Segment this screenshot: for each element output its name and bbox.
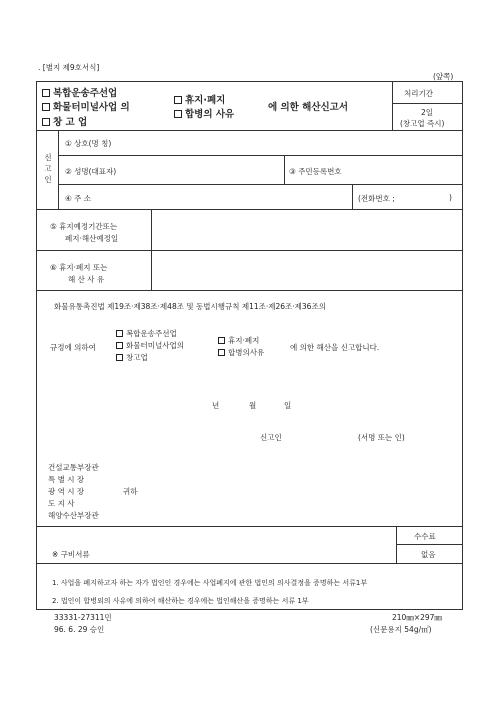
date-year-label: 년 [212, 401, 220, 410]
title-bottom [36, 130, 463, 131]
schedule-label-line1: ⑤ 휴지예정기간또는 [50, 222, 118, 231]
phone-label: (전화번호 ; [358, 194, 395, 203]
processing-value: 2일 [421, 108, 434, 117]
form-number: . [별지 제9호서식] [38, 63, 100, 72]
addressee-governor: 도 지 사 [48, 499, 75, 508]
addressee-maritime: 해양수산부장관 [48, 511, 99, 520]
outer-left-border [36, 81, 37, 610]
resident-number-label: ③ 주민등록번호 [289, 167, 342, 176]
page-side-label: (앞쪽) [433, 72, 454, 81]
outer-top-border [36, 81, 463, 82]
approval-date: 96. 6. 29 승인 [54, 625, 105, 634]
representative-name-label: ② 성명(대표자) [65, 167, 117, 176]
id-divider [284, 155, 285, 184]
paper-type: (신문용지 54g/㎡) [370, 625, 432, 634]
outer-bottom-border [36, 609, 463, 610]
body-checkbox-merger[interactable] [218, 349, 225, 356]
title-option-merger: 합병의 사유 [174, 106, 234, 120]
body-option-freight-forwarding: 복합운송주선업 [116, 328, 177, 339]
applicant-row1-bottom [58, 155, 463, 156]
fee-value: 없음 [421, 550, 436, 559]
reporter-label: 신고인 [260, 433, 282, 442]
address-label: ④ 주 소 [65, 194, 91, 203]
form-code: 33331-27311민 [54, 613, 112, 622]
addressee-metro-city: 광 역 시 장 [48, 487, 85, 496]
phone-close: ) [449, 193, 452, 202]
addressee-honorific: 귀하 [123, 487, 138, 496]
processing-divider [392, 103, 463, 104]
checkbox-suspension[interactable] [174, 96, 182, 104]
body-option-merger: 합병의사유 [218, 347, 264, 358]
schedule-label-line2: 폐지·해산예정일 [65, 234, 119, 243]
date-day-label: 일 [284, 401, 292, 410]
required-doc-2: 2. 법인이 합병외의 사유에 의하여 해산하는 경우에는 법인해산을 증명하는 서류 1부 [52, 597, 309, 605]
fee-divider [396, 526, 397, 564]
field6-bottom [36, 290, 463, 291]
title-option-freight-forwarding: 복합운송주선업 [42, 85, 117, 99]
regulation-prefix: 규정에 의하여 [50, 343, 96, 352]
applicant-section-label: 신고인 [44, 153, 52, 184]
body-option-suspension: 휴지·폐지 [218, 335, 259, 346]
processing-label: 처리기간 [404, 89, 433, 98]
business-name-label: ① 상호(명 칭) [65, 139, 112, 148]
checkbox-freight-terminal[interactable] [42, 103, 50, 111]
title-option-warehouse: 창 고 업 [42, 114, 87, 128]
body-option-warehouse: 창고업 [116, 352, 148, 363]
docs-top [36, 526, 463, 527]
title-option-suspension: 휴지·폐지 [174, 92, 225, 106]
reason-label-line2: 해 산 사 유 [68, 275, 105, 284]
field5-bottom [36, 250, 463, 251]
fee-mid [396, 544, 463, 545]
body-checkbox-freight-forwarding[interactable] [116, 330, 123, 337]
addressee-special-city: 특 별 시 장 [48, 475, 85, 484]
title-divider [392, 81, 393, 131]
applicant-bottom [36, 209, 463, 210]
required-doc-1: 1. 사업을 폐지하고자 하는 자가 법인인 경우에는 사업폐지에 관한 법인의 의사결정을 증명하는 서류1부 [52, 579, 368, 587]
title-option-freight-terminal: 화물터미널사업 의 [42, 99, 130, 113]
applicant-row2-bottom [58, 184, 463, 185]
checkbox-merger[interactable] [174, 110, 182, 118]
body-checkbox-freight-terminal[interactable] [116, 342, 123, 349]
docs-bottom [36, 563, 463, 564]
phone-divider [352, 184, 353, 209]
addressee-construction: 건설교통부장관 [48, 463, 99, 472]
checkbox-warehouse[interactable] [42, 118, 50, 126]
fee-label: 수수료 [414, 532, 436, 541]
processing-note: (창고업 즉시) [400, 119, 445, 128]
form-title-suffix: 에 의한 해산신고서 [268, 102, 349, 113]
reason-label-line1: ⑥ 휴지·폐지 또는 [50, 263, 108, 272]
required-docs-label: ※ 구비서류 [52, 550, 90, 559]
checkbox-freight-forwarding[interactable] [42, 89, 50, 97]
body-checkbox-suspension[interactable] [218, 337, 225, 344]
applicant-label-divider [58, 130, 59, 209]
body-option-freight-terminal: 화물터미널사업의 [116, 340, 184, 351]
law-text: 화물유통촉진법 제19조·제38조·제48조 및 동법시행규칙 제11조·제26조·제36조의 [54, 302, 326, 311]
outer-right-border [462, 81, 463, 610]
paper-size: 210㎜×297㎜ [392, 613, 442, 622]
date-month-label: 월 [249, 401, 257, 410]
regulation-suffix: 에 의한 해산을 신고합니다. [290, 343, 380, 352]
body-checkbox-warehouse[interactable] [116, 354, 123, 361]
signature-label: (서명 또는 인) [358, 433, 405, 442]
